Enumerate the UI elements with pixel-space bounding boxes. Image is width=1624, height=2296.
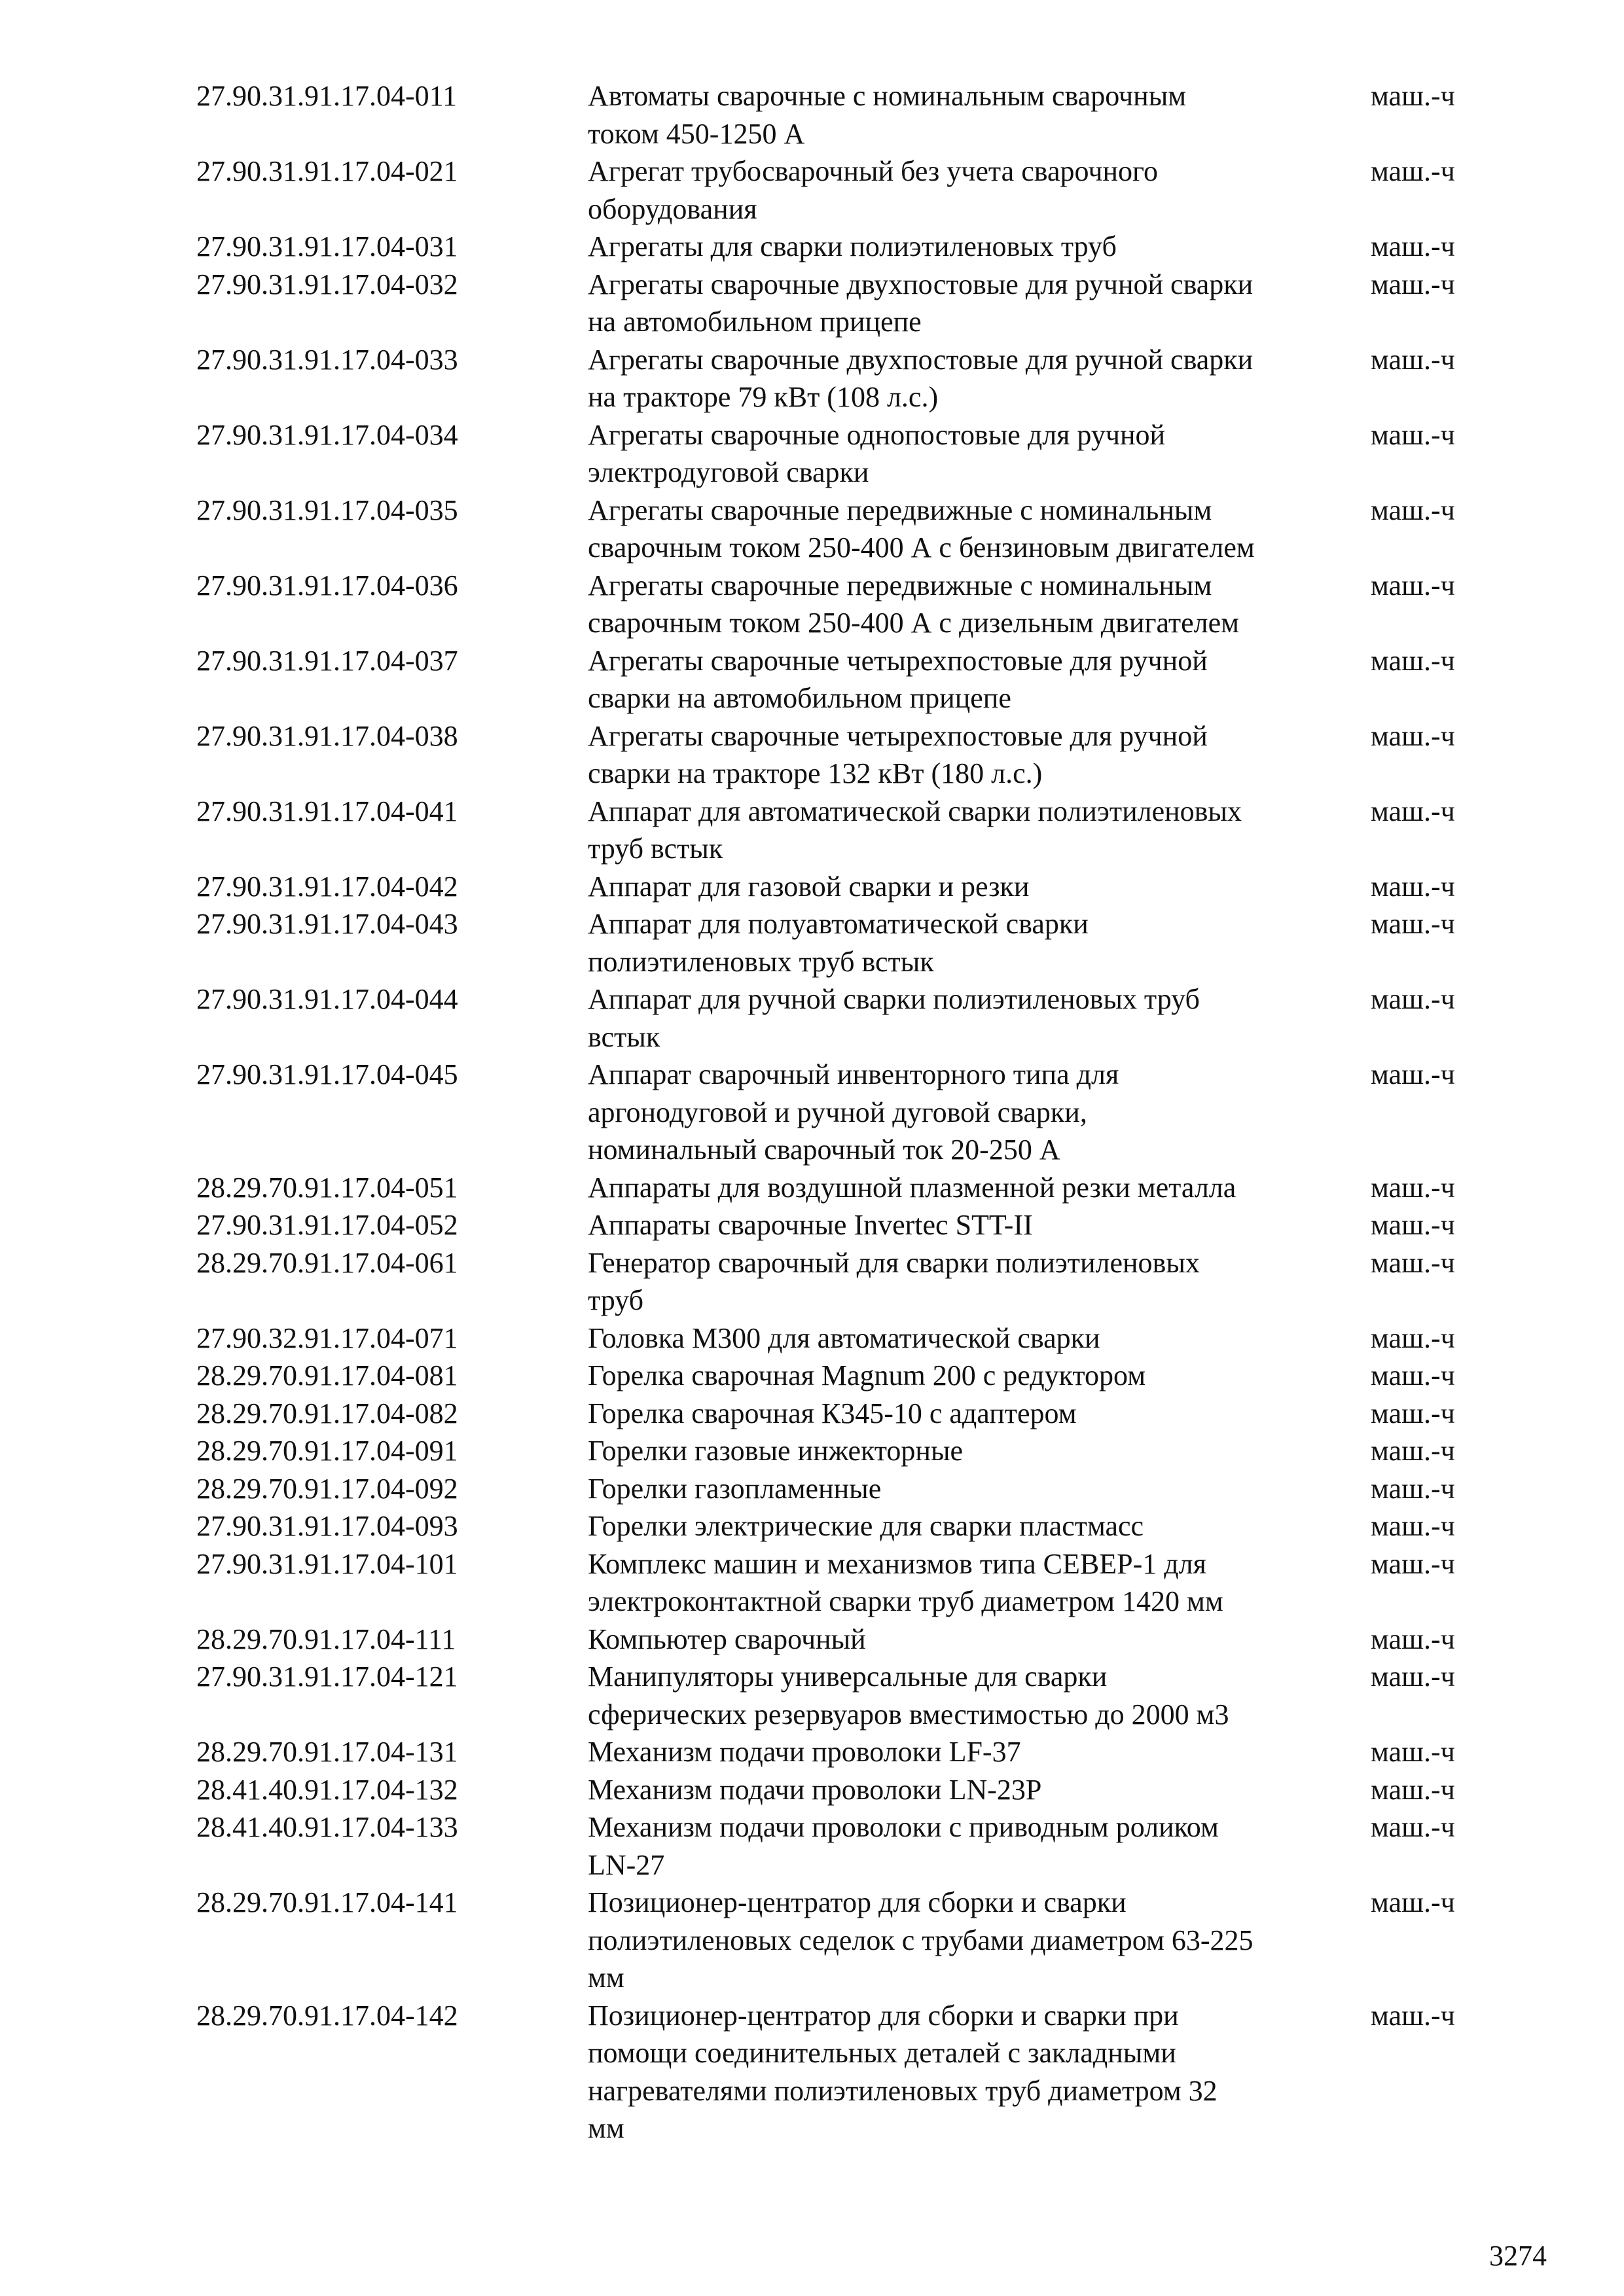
machinery-list bbox=[196, 77, 1473, 2147]
item-unit: маш.-ч bbox=[1371, 268, 1455, 300]
item-unit: маш.-ч bbox=[1371, 908, 1455, 940]
item-code: 27.90.31.91.17.04-021 bbox=[196, 155, 458, 187]
item-code: 28.29.70.91.17.04-111 bbox=[196, 1623, 456, 1655]
item-code: 27.90.31.91.17.04-032 bbox=[196, 268, 458, 300]
list-item bbox=[196, 1733, 1473, 1771]
item-name: Головка М300 для автоматической сварки bbox=[588, 1321, 1100, 1354]
item-code: 27.90.31.91.17.04-042 bbox=[196, 870, 458, 903]
list-item bbox=[196, 1884, 1473, 1997]
list-item bbox=[196, 1395, 1473, 1433]
item-name: Агрегаты для сварки полиэтиленовых труб bbox=[588, 230, 1117, 262]
item-unit: маш.-ч bbox=[1371, 569, 1455, 601]
item-name: Позиционер-центратор для сборки и сварки полиэтиленовых седелок с трубами диаметром 63-225 мм bbox=[588, 1886, 1254, 1994]
item-code: 27.90.31.91.17.04-036 bbox=[196, 569, 458, 601]
page-number: 3274 bbox=[1489, 2240, 1547, 2272]
item-name: Аппарат для газовой сварки и резки bbox=[588, 870, 1030, 903]
list-item bbox=[196, 905, 1473, 980]
item-name: Аппарат для ручной сварки полиэтиленовых труб встык bbox=[588, 983, 1200, 1053]
item-name: Манипуляторы универсальные для сварки сферических резервуаров вместимостью до 2000 м3 bbox=[588, 1660, 1229, 1731]
list-item bbox=[196, 341, 1473, 416]
item-unit: маш.-ч bbox=[1371, 1811, 1455, 1843]
item-code: 28.29.70.91.17.04-081 bbox=[196, 1359, 458, 1391]
list-item bbox=[196, 1771, 1473, 1809]
list-item bbox=[196, 868, 1473, 906]
item-name: Агрегаты сварочные двухпостовые для ручной сварки на автомобильном прицепе bbox=[588, 268, 1254, 338]
item-unit: маш.-ч bbox=[1371, 230, 1455, 262]
item-unit: маш.-ч bbox=[1371, 1660, 1455, 1693]
item-unit: маш.-ч bbox=[1371, 1171, 1455, 1204]
item-name: Позиционер-центратор для сборки и сварки при помощи соединительных деталей с закладными нагревателями полиэтиленовых труб диаметром 32 мм bbox=[588, 1999, 1218, 2144]
item-code: 27.90.31.91.17.04-038 bbox=[196, 719, 458, 752]
item-unit: маш.-ч bbox=[1371, 1435, 1455, 1467]
item-unit: маш.-ч bbox=[1371, 1886, 1455, 1918]
list-item bbox=[196, 1056, 1473, 1169]
list-item bbox=[196, 152, 1473, 228]
item-name: Механизм подачи проволоки LF-37 bbox=[588, 1736, 1021, 1768]
item-unit: маш.-ч bbox=[1371, 644, 1455, 677]
item-name: Аппарат для полуавтоматической сварки полиэтиленовых труб встык bbox=[588, 908, 1089, 978]
item-code: 27.90.31.91.17.04-033 bbox=[196, 343, 458, 376]
item-unit: маш.-ч bbox=[1371, 80, 1455, 112]
item-name: Комплекс машин и механизмов типа СЕВЕР-1 для электроконтактной сварки труб диаметром 1420 мм bbox=[588, 1547, 1223, 1617]
item-unit: маш.-ч bbox=[1371, 343, 1455, 376]
item-name: Генератор сварочный для сварки полиэтиленовых труб bbox=[588, 1246, 1200, 1316]
item-name: Горелки газопламенные bbox=[588, 1472, 882, 1505]
item-name: Агрегаты сварочные четырехпостовые для ручной сварки на автомобильном прицепе bbox=[588, 644, 1208, 714]
item-code: 27.90.32.91.17.04-071 bbox=[196, 1321, 458, 1354]
item-code: 28.29.70.91.17.04-141 bbox=[196, 1886, 458, 1918]
list-item bbox=[196, 1169, 1473, 1207]
list-item bbox=[196, 1658, 1473, 1733]
list-item bbox=[196, 492, 1473, 567]
list-item bbox=[196, 1621, 1473, 1659]
item-name: Агрегаты сварочные четырехпостовые для ручной сварки на тракторе 132 кВт (180 л.с.) bbox=[588, 719, 1208, 789]
list-item bbox=[196, 1244, 1473, 1319]
item-unit: маш.-ч bbox=[1371, 1510, 1455, 1542]
item-unit: маш.-ч bbox=[1371, 1547, 1455, 1580]
item-code: 27.90.31.91.17.04-037 bbox=[196, 644, 458, 677]
item-unit: маш.-ч bbox=[1371, 1246, 1455, 1279]
item-code: 27.90.31.91.17.04-043 bbox=[196, 908, 458, 940]
item-name: Горелка сварочная К345-10 с адаптером bbox=[588, 1397, 1077, 1429]
item-unit: маш.-ч bbox=[1371, 418, 1455, 451]
list-item bbox=[196, 1808, 1473, 1884]
item-unit: маш.-ч bbox=[1371, 1359, 1455, 1391]
item-code: 27.90.31.91.17.04-052 bbox=[196, 1209, 458, 1241]
item-code: 27.90.31.91.17.04-093 bbox=[196, 1510, 458, 1542]
list-item bbox=[196, 980, 1473, 1056]
item-name: Компьютер сварочный bbox=[588, 1623, 866, 1655]
item-name: Аппараты сварочные Invertec STT-II bbox=[588, 1209, 1033, 1241]
item-code: 28.29.70.91.17.04-131 bbox=[196, 1736, 458, 1768]
item-name: Автоматы сварочные с номинальным сварочным током 450-1250 А bbox=[588, 80, 1187, 150]
list-item bbox=[196, 1545, 1473, 1621]
item-unit: маш.-ч bbox=[1371, 1623, 1455, 1655]
item-name: Горелки электрические для сварки пластмасс bbox=[588, 1510, 1144, 1542]
item-code: 27.90.31.91.17.04-035 bbox=[196, 493, 458, 526]
item-code: 28.29.70.91.17.04-142 bbox=[196, 1999, 458, 2032]
list-item bbox=[196, 1470, 1473, 1508]
item-name: Агрегаты сварочные передвижные с номинальным сварочным током 250-400 А с дизельным двигателем bbox=[588, 569, 1240, 639]
item-unit: маш.-ч bbox=[1371, 1999, 1455, 2032]
item-code: 28.29.70.91.17.04-092 bbox=[196, 1472, 458, 1505]
item-name: Агрегаты сварочные передвижные с номинальным сварочным током 250-400 А с бензиновым двигателем bbox=[588, 493, 1255, 564]
list-item bbox=[196, 567, 1473, 642]
list-item bbox=[196, 642, 1473, 717]
item-unit: маш.-ч bbox=[1371, 983, 1455, 1015]
item-code: 27.90.31.91.17.04-045 bbox=[196, 1058, 458, 1090]
list-item bbox=[196, 1997, 1473, 2147]
item-code: 28.41.40.91.17.04-133 bbox=[196, 1811, 458, 1843]
list-item bbox=[196, 717, 1473, 793]
item-unit: маш.-ч bbox=[1371, 870, 1455, 903]
item-name: Аппараты для воздушной плазменной резки металла bbox=[588, 1171, 1236, 1204]
list-item bbox=[196, 1507, 1473, 1545]
item-code: 27.90.31.91.17.04-044 bbox=[196, 983, 458, 1015]
item-name: Агрегаты сварочные двухпостовые для ручной сварки на тракторе 79 кВт (108 л.с.) bbox=[588, 343, 1254, 413]
item-unit: маш.-ч bbox=[1371, 719, 1455, 752]
item-unit: маш.-ч bbox=[1371, 795, 1455, 827]
item-unit: маш.-ч bbox=[1371, 1736, 1455, 1768]
item-unit: маш.-ч bbox=[1371, 1773, 1455, 1806]
item-code: 27.90.31.91.17.04-121 bbox=[196, 1660, 458, 1693]
item-code: 28.29.70.91.17.04-091 bbox=[196, 1435, 458, 1467]
item-code: 27.90.31.91.17.04-101 bbox=[196, 1547, 458, 1580]
item-unit: маш.-ч bbox=[1371, 1397, 1455, 1429]
item-unit: маш.-ч bbox=[1371, 155, 1455, 187]
item-unit: маш.-ч bbox=[1371, 1058, 1455, 1090]
item-name: Горелки газовые инжекторные bbox=[588, 1435, 964, 1467]
item-unit: маш.-ч bbox=[1371, 1209, 1455, 1241]
item-name: Аппарат для автоматической сварки полиэтиленовых труб встык bbox=[588, 795, 1242, 865]
list-item bbox=[196, 1319, 1473, 1357]
list-item bbox=[196, 793, 1473, 868]
list-item bbox=[196, 416, 1473, 492]
item-name: Механизм подачи проволоки LN-23P bbox=[588, 1773, 1042, 1806]
list-item bbox=[196, 228, 1473, 266]
list-item bbox=[196, 1432, 1473, 1470]
list-item bbox=[196, 77, 1473, 152]
item-name: Агрегаты сварочные однопостовые для ручной электродуговой сварки bbox=[588, 418, 1166, 488]
item-code: 28.29.70.91.17.04-082 bbox=[196, 1397, 458, 1429]
item-name: Механизм подачи проволоки с приводным роликом LN-27 bbox=[588, 1811, 1219, 1881]
item-code: 27.90.31.91.17.04-031 bbox=[196, 230, 458, 262]
item-unit: маш.-ч bbox=[1371, 1472, 1455, 1505]
list-item bbox=[196, 1357, 1473, 1395]
item-code: 27.90.31.91.17.04-041 bbox=[196, 795, 458, 827]
item-code: 28.29.70.91.17.04-051 bbox=[196, 1171, 458, 1204]
item-name: Агрегат трубосварочный без учета сварочного оборудования bbox=[588, 155, 1158, 225]
item-code: 28.41.40.91.17.04-132 bbox=[196, 1773, 458, 1806]
list-item bbox=[196, 1206, 1473, 1244]
item-unit: маш.-ч bbox=[1371, 493, 1455, 526]
list-item bbox=[196, 266, 1473, 341]
item-code: 27.90.31.91.17.04-011 bbox=[196, 80, 458, 112]
item-code: 27.90.31.91.17.04-034 bbox=[196, 418, 458, 451]
item-code: 28.29.70.91.17.04-061 bbox=[196, 1246, 458, 1279]
item-name: Аппарат сварочный инвенторного типа для аргонодуговой и ручной дуговой сварки, номинальный сварочный ток 20-250 А bbox=[588, 1058, 1119, 1166]
item-unit: маш.-ч bbox=[1371, 1321, 1455, 1354]
item-name: Горелка сварочная Magnum 200 с редуктором bbox=[588, 1359, 1146, 1391]
